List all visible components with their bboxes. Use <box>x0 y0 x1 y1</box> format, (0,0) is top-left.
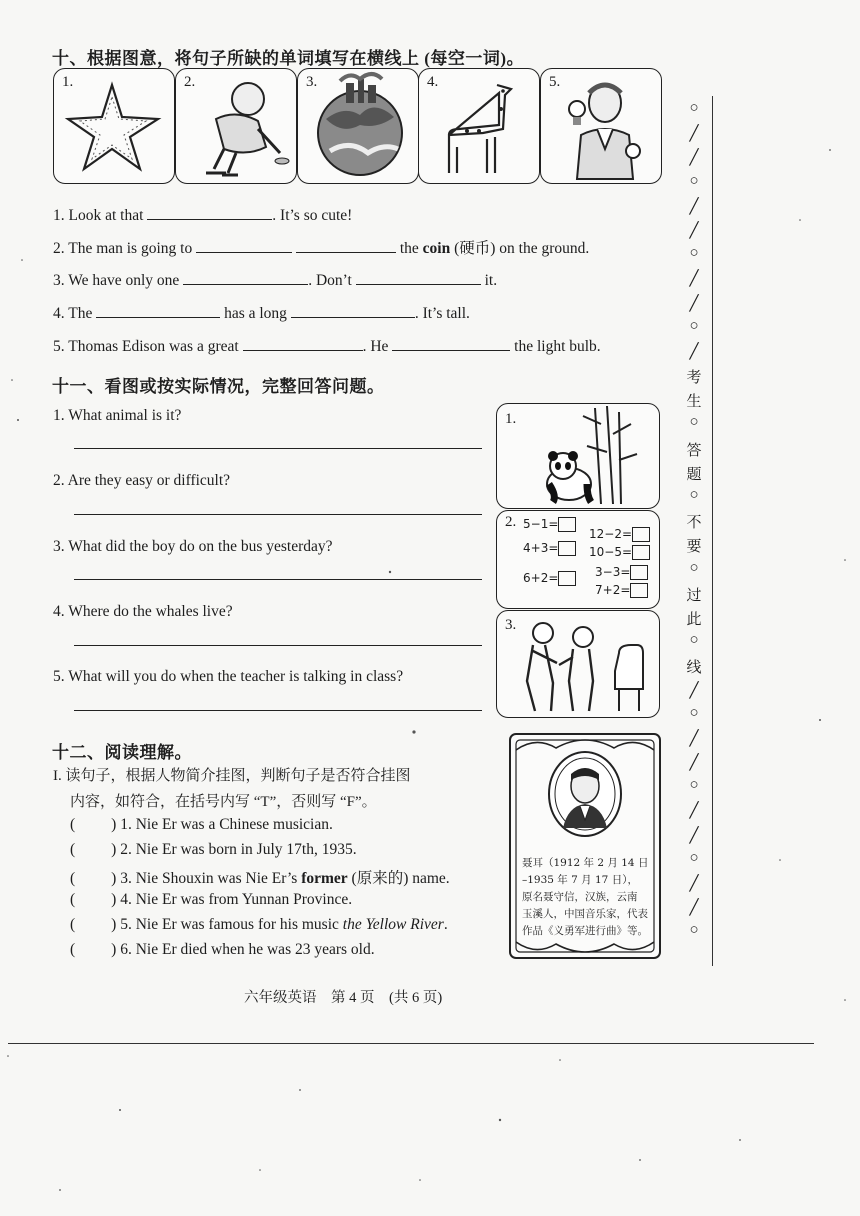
margin-mark: 不 <box>686 515 702 532</box>
math-problem: 6+2= <box>523 571 576 586</box>
man-picking-coin-icon <box>176 69 296 183</box>
margin-mark: ○ <box>689 922 699 939</box>
margin-mark: ╱ <box>689 343 699 360</box>
giraffe-icon <box>419 69 539 183</box>
answer-blank[interactable] <box>183 268 308 285</box>
margin-mark: ╱ <box>689 876 699 892</box>
thomas-edison-icon <box>541 69 661 183</box>
margin-mark: ○ <box>689 172 699 189</box>
margin-mark: ○ <box>689 245 699 262</box>
section-11-title: 十一、看图或按实际情况，完整回答问题。 <box>52 377 385 396</box>
margin-mark: 考 <box>686 370 702 387</box>
math-picture-box: 2. 5−1= 12−2= 4+3= 10−5= 6+2= 3−3= 7+2= <box>496 510 660 609</box>
picture-box-5 <box>540 68 662 184</box>
fill-sentence-5: 5. Thomas Edison was a great . He the light bulb. <box>53 334 601 356</box>
picture-box-4 <box>418 68 540 184</box>
picture-number: 3. <box>306 74 318 90</box>
answer-line-2[interactable] <box>74 514 482 515</box>
question-1: 1. What animal is it? <box>53 407 182 424</box>
question-2: 2. Are they easy or difficult? <box>53 472 231 489</box>
margin-mark: ○ <box>689 777 699 794</box>
answer-blank[interactable] <box>243 334 363 351</box>
margin-mark: 过 <box>686 587 702 604</box>
math-problem: 12−2= <box>589 527 650 542</box>
answer-blank[interactable] <box>296 236 396 253</box>
answer-blank[interactable] <box>196 236 292 253</box>
answer-blank[interactable] <box>147 203 272 220</box>
math-problem: 3−3= <box>595 565 648 580</box>
margin-mark: ╱ <box>689 126 699 143</box>
margin-mark: 答 <box>686 442 702 459</box>
binding-margin <box>684 100 706 947</box>
answer-blank[interactable] <box>96 301 220 318</box>
margin-mark: ○ <box>689 559 699 576</box>
margin-mark: ○ <box>689 849 699 866</box>
judge-item-2: ( ) 2. Nie Er was born in July 17th, 1935. <box>70 841 357 858</box>
margin-mark: 生 <box>686 394 702 411</box>
starfish-icon <box>54 69 174 183</box>
picture-number: 5. <box>549 74 561 90</box>
margin-mark: ╱ <box>689 222 699 239</box>
answer-line-3[interactable] <box>74 579 482 580</box>
judge-item-4: ( ) 4. Nie Er was from Yunnan Province. <box>70 891 353 908</box>
judge-item-1: ( ) 1. Nie Er was a Chinese musician. <box>70 816 333 833</box>
margin-mark: 要 <box>686 539 702 556</box>
question-4: 4. Where do the whales live? <box>53 603 233 620</box>
nie-er-bio: 聂耳（1912 年 2 月 14 日 –1935 年 7 月 17 日）， 原名聂守信，汉族，云南 玉溪人，中国音乐家，代表 作品《义勇军进行曲》等。 <box>522 857 649 937</box>
panda-picture-box: 1. <box>496 403 660 509</box>
panda-icon <box>497 404 659 508</box>
page-bottom-rule <box>8 1043 814 1044</box>
fill-sentence-4: 4. The has a long . It’s tall. <box>53 301 470 323</box>
question-3: 3. What did the boy do on the bus yesterday? <box>53 538 333 555</box>
margin-mark: ╱ <box>689 755 699 772</box>
judge-item-3: ( ) 3. Nie Shouxin was Nie Er’s former (原来的) name. <box>70 870 450 887</box>
margin-rule <box>712 96 713 966</box>
polluted-earth-icon <box>298 69 418 183</box>
bus-picture-box: 3. <box>496 610 660 718</box>
picture-number: 4. <box>427 74 439 90</box>
nie-er-poster <box>506 730 664 962</box>
margin-mark: ╱ <box>689 271 699 288</box>
margin-mark: ╱ <box>689 827 699 844</box>
instruction-line-1: I. 读句子，根据人物简介挂图，判断句子是否符合挂图 <box>53 768 411 784</box>
margin-mark: ○ <box>689 704 699 721</box>
margin-mark: ╱ <box>689 682 699 699</box>
picture-box-1 <box>53 68 175 184</box>
margin-mark: ╱ <box>689 295 699 312</box>
margin-mark: ╱ <box>689 803 699 820</box>
judge-item-5: ( ) 5. Nie Er was famous for his music the Yellow River. <box>70 916 448 933</box>
margin-mark: ○ <box>689 487 699 503</box>
instruction-line-2: 内容，如符合，在括号内写 “T”，否则写 “F”。 <box>70 794 377 810</box>
answer-blank[interactable] <box>392 334 510 351</box>
picture-box-2 <box>175 68 297 184</box>
question-5: 5. What will you do when the teacher is talking in class? <box>53 668 404 685</box>
math-problem: 7+2= <box>595 583 648 598</box>
math-problem: 5−1= <box>523 517 576 532</box>
picture-box-3 <box>297 68 419 184</box>
fill-sentence-3: 3. We have only one . Don’t it. <box>53 268 497 290</box>
answer-blank[interactable] <box>356 268 481 285</box>
math-problem: 10−5= <box>589 545 650 560</box>
margin-mark: 此 <box>686 611 702 628</box>
section-10-title: 十、根据图意，将句子所缺的单词填写在横线上 (每空一词)。 <box>52 49 525 68</box>
margin-mark: ○ <box>689 100 699 116</box>
judge-item-6: ( ) 6. Nie Er died when he was 23 years old. <box>70 941 375 958</box>
picture-number: 1. <box>62 74 74 90</box>
answer-line-4[interactable] <box>74 645 482 646</box>
answer-line-1[interactable] <box>74 448 482 449</box>
boy-giving-seat-icon <box>497 611 659 717</box>
math-problem: 4+3= <box>523 541 576 556</box>
margin-mark: ○ <box>689 414 699 431</box>
page-footer: 六年级英语 第 4 页 (共 6 页) <box>244 990 443 1006</box>
fill-sentence-1: 1. Look at that . It’s so cute! <box>53 203 352 225</box>
margin-mark: ╱ <box>689 150 699 167</box>
answer-blank[interactable] <box>291 301 415 318</box>
margin-mark: ╱ <box>689 198 699 215</box>
margin-mark: 线 <box>686 660 702 677</box>
answer-line-5[interactable] <box>74 710 482 711</box>
margin-mark: ╱ <box>689 900 699 917</box>
picture-number: 2. <box>184 74 196 90</box>
margin-mark: ○ <box>689 632 699 649</box>
margin-mark: ○ <box>689 317 699 334</box>
margin-mark: 题 <box>686 466 702 483</box>
fill-sentence-2: 2. The man is going to the coin (硬币) on the ground. <box>53 236 589 258</box>
margin-mark: ╱ <box>689 730 699 747</box>
section-12-title: 十二、阅读理解。 <box>52 743 192 762</box>
